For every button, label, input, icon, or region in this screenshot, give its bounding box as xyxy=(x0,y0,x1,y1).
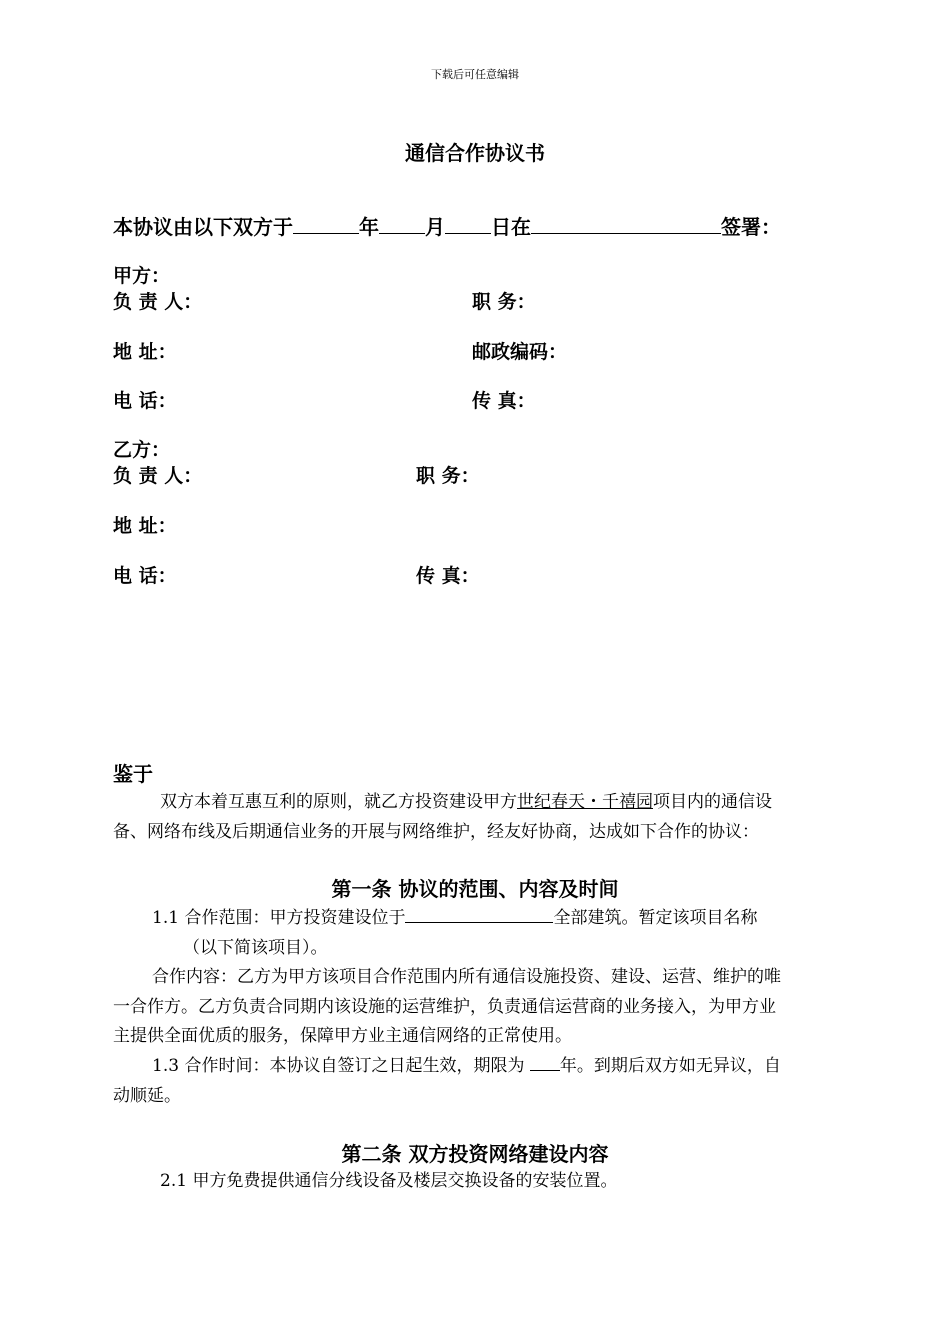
party-b-fax-label: 传 真： xyxy=(416,565,480,587)
clause-1-3-line2: 动顺延。 xyxy=(113,1086,181,1106)
document-title: 通信合作协议书 xyxy=(405,141,545,165)
content-line3: 主提供全面优质的服务，保障甲方业主通信网络的正常使用。 xyxy=(113,1026,572,1046)
party-a-phone-label: 电 话： xyxy=(113,390,177,412)
signing-line xyxy=(113,211,781,240)
clause-1-1-line2: （以下简该项目）。 xyxy=(183,938,328,958)
clause-1-3-end: 年。到期后双方如无异议，自 xyxy=(559,1056,781,1076)
article-2-heading: 第二条 双方投资网络建设内容 xyxy=(341,1142,609,1166)
day-blank xyxy=(445,213,491,234)
party-b-position-label: 职 务： xyxy=(416,465,480,487)
day-label: 日在 xyxy=(491,215,531,239)
clause-1-3-start: 1.3 合作时间：本协议自签订之日起生效，期限为 xyxy=(152,1056,530,1076)
month-label: 月 xyxy=(425,215,445,239)
party-b-phone-label: 电 话： xyxy=(113,565,177,587)
whereas-heading: 鉴于 xyxy=(113,762,153,786)
year-label: 年 xyxy=(359,215,379,239)
whereas-text-start: 双方本着互惠互利的原则，就乙方投资建设甲方 xyxy=(160,792,517,812)
party-b-address-label: 地 址： xyxy=(113,515,177,537)
party-a-heading: 甲方： xyxy=(113,265,171,287)
whereas-paragraph-line1 xyxy=(160,787,772,817)
clause-1-1-end: 全部建筑。暂定该项目名称 xyxy=(553,908,758,928)
content-line1: 合作内容：乙方为甲方该项目合作范围内所有通信设施投资、建设、运营、维护的唯 xyxy=(152,967,781,987)
party-b-person-label: 负 责 人： xyxy=(113,465,203,487)
page-header-note: 下载后可任意编辑 xyxy=(431,68,519,81)
content-line2: 一合作方。乙方负责合同期内该设施的运营维护，负责通信运营商的业务接入，为甲方业 xyxy=(113,997,776,1017)
place-blank xyxy=(531,213,721,234)
party-a-postcode-label: 邮政编码： xyxy=(472,341,568,363)
clause-1-1-start: 1.1 合作范围：甲方投资建设位于 xyxy=(152,908,406,928)
location-blank xyxy=(405,904,553,923)
year-blank xyxy=(293,213,359,234)
whereas-paragraph-line2: 备、网络布线及后期通信业务的开展与网络维护，经友好协商，达成如下合作的协议： xyxy=(113,822,759,842)
whereas-text-end: 项目内的通信设 xyxy=(653,792,772,812)
signing-prefix: 本协议由以下双方于 xyxy=(113,215,293,239)
month-blank xyxy=(379,213,425,234)
article-1-heading: 第一条 协议的范围、内容及时间 xyxy=(331,877,619,901)
party-a-fax-label: 传 真： xyxy=(472,390,536,412)
clause-1-3-line1 xyxy=(152,1051,781,1081)
term-blank xyxy=(530,1052,560,1071)
party-a-address-label: 地 址： xyxy=(113,341,177,363)
project-name: 世纪春天・千禧园 xyxy=(517,792,653,812)
signing-suffix: 签署： xyxy=(721,215,781,239)
party-a-position-label: 职 务： xyxy=(472,291,536,313)
party-b-heading: 乙方： xyxy=(113,439,171,461)
clause-2-1: 2.1 甲方免费提供通信分线设备及楼层交换设备的安装位置。 xyxy=(160,1171,618,1191)
party-a-person-label: 负 责 人： xyxy=(113,291,203,313)
clause-1-1-line1 xyxy=(152,903,757,933)
